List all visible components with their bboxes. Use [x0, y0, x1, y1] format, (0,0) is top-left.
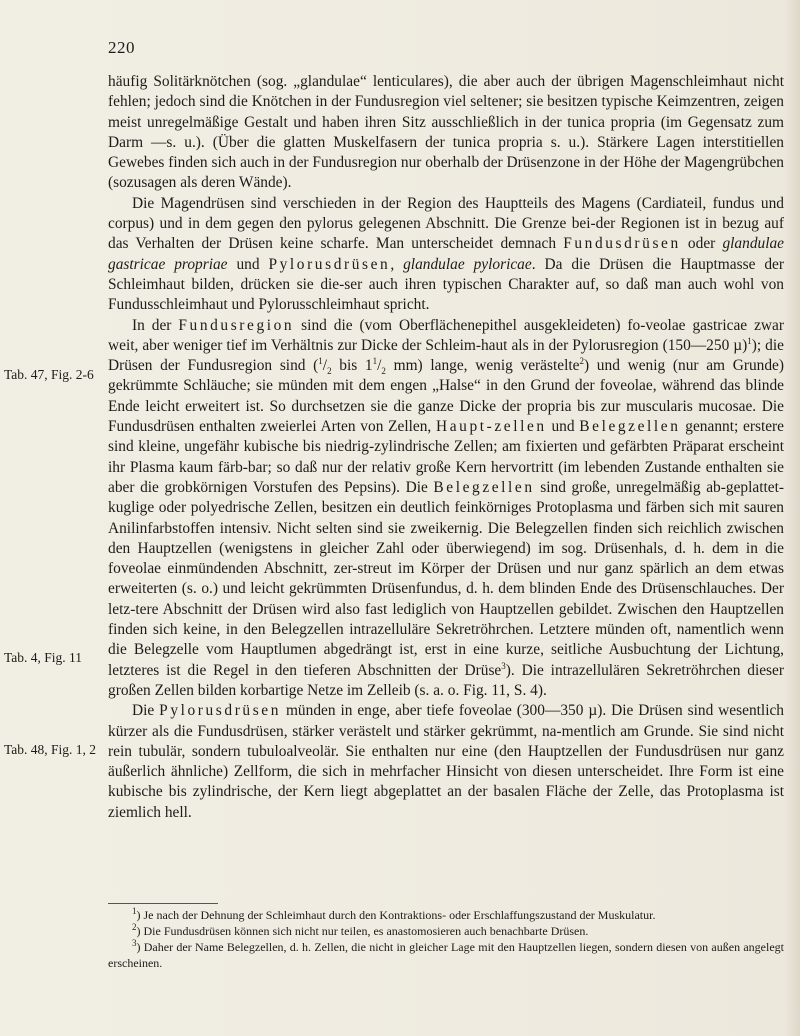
footnote-1: $^1$) Je nach der Dehnung der Schleimhaut durch den Kontraktions- oder Erschlaffungszustand der Muskulatur.: [132, 906, 656, 922]
paragraph-pylorus-glands: Die Pylorusdrüsen münden in enge, aber tiefe foveolae (300—350 µ). Die Drüsen sind wesentlich kürzer als die Fundusdrüsen, stärker verästelt und stärker gekrümmt, na-mentlich am Grunde. Sie sind nicht rein tubulär, sondern tubuloalveolär. Sie enthalten nur eine (den Hauptzellen der Fundusdrüsen nur ganz äußerlich ähnliche) Zellform, die sich in mehrfacher Hinsicht von diesen unterscheidet. Ihre Form ist eine kubische bis zylindrische, der Kern liegt abgeplattet an der basalen Fläche der Zelle, das Protoplasma ist ziemlich hell.: [108, 702, 784, 821]
footnote-rule: [108, 903, 218, 904]
page-number: 220: [108, 38, 135, 57]
paragraph-gastric-glands: Die Magendrüsen sind verschieden in der Region des Hauptteils des Magens (Cardiateil, fundus und corpus) und in dem gegen den pylorus gelegenen Abschnitt. Die Grenze bei-der Regionen ist in bezug auf das Verhalten der Drüsen keine scharfe. Man unterscheidet demnach Fundusdrüsen oder glandulae gastricae propriae und Pylorusdrüsen, glandulae pyloricae. Da die Drüsen die Hauptmasse der Schleimhaut bilden, drücken sie die-ser auch ihren typischen Charakter auf, so daß man auch wohl von Fundusschleimhaut und Pylorusschleimhaut spricht.: [108, 194, 785, 314]
footnote-3: $^3$) Daher der Name Belegzellen, d. h. Zellen, die nicht in gleicher Lage mit den Hauptzellen liegen, sondern diesen von außen angelegt erscheinen.: [108, 938, 784, 970]
paragraph-solitary-nodules: häufig Solitärknötchen (sog. „glandulae“ lenticulares), die aber auch der übrigen Magenschleimhaut nicht fehlen; jedoch sind die Knötchen in der Fundusregion viel seltener; sie besitzen typische Keimzentren, zeigen meist unregelmäßige Gestalt und haben ihren Sitz ausschließlich in der tunica propria (im Gegensatz zum Darm —s. u.). (Über die glatten Muskelfasern der tunica propria s. u.). Stärkere Lagen interstitiellen Gewebes finden sich auch in der Fundusregion nur oberhalb der Drüsenzone in der Höhe der Magengrübchen (sozusagen als deren Wände).: [108, 73, 784, 192]
main-text: [108, 72, 784, 823]
margin-reference-tab-4: Tab. 4, Fig. 11: [4, 650, 83, 665]
page-edge-shadow: [784, 0, 800, 1036]
margin-reference-tab-48: Tab. 48, Fig. 1, 2: [4, 742, 97, 757]
margin-reference-tab-47: Tab. 47, Fig. 2-6: [4, 367, 94, 382]
footnote-2: $^2$) Die Fundusdrüsen können sich nicht nur teilen, es anastomosieren auch benachbarte Drüsen.: [132, 922, 589, 938]
paragraph-fundus-region: In der Fundusregion sind die (vom Oberflächenepithel ausgekleideten) fo-veolae gastricae zwar weit, aber weniger tief im Verhältnis zur Dicke der Schleim-haut als in der Pylorusregion (150—250 µ)$^1$); die Drüsen der Fundusregion sind ($^1/_2$ bis $1^1/_2$ mm) lange, wenig verästelte$^2$) und wenig (nur am Grunde) gekrümmte Schläuche; sie münden mit dem engen „Halse“ in den Grund der foveolae, während das blinde Ende leicht erweitert ist. So durchsetzen sie die ganze Dicke der propria bis zur muscularis mucosae. Die Fundusdrüsen enthalten zweierlei Arten von Zellen, Haupt-zellen und Belegzellen genannt; erstere sind kleine, ungefähr kubische bis niedrig-zylindrische Zellen; am fixierten und gefärbten Präparat erscheint ihr Plasma kaum färb-bar; so daß nur der relativ große Kern hervortritt (im lebenden Zustande enthalten sie aber die grobkörnigen Vorstufen des Pepsins). Die Belegzellen sind große, unregelmäßig ab-geplattet-kuglige oder polyedrische Zellen, besitzen ein deutlich feinkörniges Protoplasma und färben sich mit sauren Anilinfarbstoffen intensiv. Nicht selten sind sie zweikernig. Die Belegzellen finden sich reichlich zwischen den Hauptzellen (wenigstens in gleicher Zahl oder überwiegend) im sog. Drüsenhals, d. h. dem in die foveolae einmündenden Abschnitt, zer-streut im Körper der Drüsen und nur ganz spärlich an dem etwas erweiterten (s. o.) und leicht gekrümmten Drüsenfundus, d. h. dem blinden Ende des Drüsenschlauches. Der letz-tere Abschnitt der Drüsen wird also fast lediglich von Hauptzellen gebildet. Zwischen den Hauptzellen finden sich keine, in den Belegzellen intrazelluläre Sekretröhrchen. Letztere münden oft, namentlich wenn die Belegzelle vom Hauptlumen abgedrängt ist, erst in eine kurze, seitliche Ausbuchtung der Lichtung, letzteres ist die Regel in den tieferen Abschnitten der Drüse$^3$). Die intrazellulären Sekretröhrchen dieser großen Zellen bilden korbartige Netze im Zelleib (s. a. o. Fig. 11, S. 4).: [108, 316, 785, 699]
footnotes: [108, 903, 784, 971]
